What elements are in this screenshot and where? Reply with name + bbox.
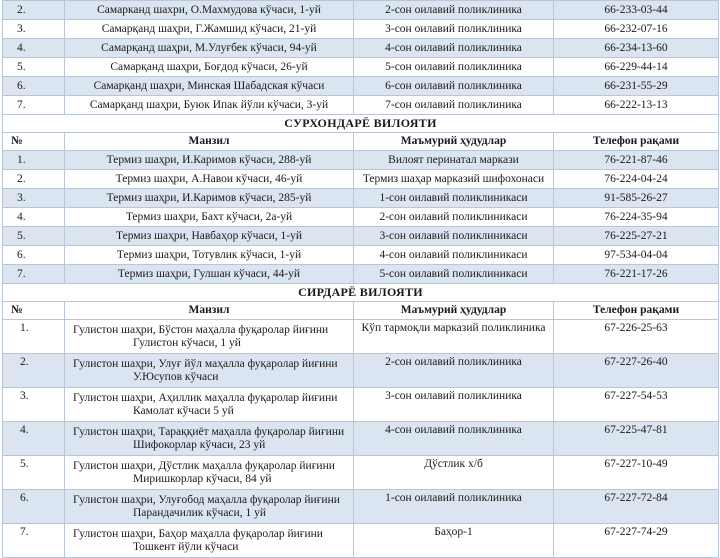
- row-institution: 4-сон оилавий поликлиника: [354, 39, 554, 58]
- header-phone: Телефон рақами: [554, 133, 719, 151]
- row-address-line-2: Гулистон кўчаси, 1 уй: [133, 336, 241, 349]
- row-institution: 4-сон оилавий поликлиникаси: [354, 246, 554, 265]
- column-header-row: [3, 133, 719, 151]
- row-phone: 66-231-55-29: [554, 77, 719, 96]
- clinics-table: [2, 0, 719, 558]
- row-number: 5.: [3, 456, 65, 490]
- table-row: [3, 524, 719, 558]
- row-address: [65, 320, 354, 354]
- region-header-syrdarya: [3, 284, 719, 302]
- table-row: [3, 39, 719, 58]
- row-address-line-1: Гулистон шаҳри, Дўстлик маҳалла фуқаролар йиғини: [73, 459, 335, 472]
- row-phone: 76-221-17-26: [554, 265, 719, 284]
- row-phone: 76-221-87-46: [554, 151, 719, 170]
- row-institution: 3-сон оилавий поликлиника: [354, 388, 554, 422]
- row-address-line-2: Тошкент йўли кўчаси: [133, 540, 239, 553]
- header-phone: Телефон рақами: [554, 302, 719, 320]
- row-phone: 76-225-27-21: [554, 227, 719, 246]
- row-number: 3.: [3, 388, 65, 422]
- table-row: [3, 20, 719, 39]
- row-number: 4.: [3, 208, 65, 227]
- row-address-line-2: Камолат кўчаси 5 уй: [133, 404, 234, 417]
- header-address: Манзил: [65, 133, 354, 151]
- table-row: [3, 151, 719, 170]
- row-phone: 76-224-35-94: [554, 208, 719, 227]
- row-address: [65, 422, 354, 456]
- region-title: СУРХОНДАРЁ ВИЛОЯТИ: [3, 115, 719, 133]
- row-phone: 67-227-54-53: [554, 388, 719, 422]
- row-number: 6.: [3, 490, 65, 524]
- row-address: Термиз шаҳри, И.Каримов кўчаси, 285-уй: [65, 189, 354, 208]
- row-address: [65, 524, 354, 558]
- row-institution: Термиз шаҳар марказий шифохонаси: [354, 170, 554, 189]
- row-phone: 66-233-03-44: [554, 1, 719, 20]
- row-phone: 67-226-25-63: [554, 320, 719, 354]
- row-phone: 67-225-47-81: [554, 422, 719, 456]
- row-phone: 91-585-26-27: [554, 189, 719, 208]
- row-institution: 1-сон оилавий поликлиника: [354, 490, 554, 524]
- row-address: [65, 490, 354, 524]
- row-phone: 67-227-72-84: [554, 490, 719, 524]
- row-number: 6.: [3, 246, 65, 265]
- region-header-surkhandarya: [3, 115, 719, 133]
- row-address-line-2: Шифокорлар кўчаси, 23 уй: [133, 438, 266, 451]
- row-address: Самарқанд шаҳри, Буюк Ипак йўли кўчаси, 3-уй: [65, 96, 354, 115]
- table-row: [3, 227, 719, 246]
- row-institution: Кўп тармоқли марказий поликлиника: [354, 320, 554, 354]
- header-number: №: [3, 302, 65, 320]
- table-row: [3, 77, 719, 96]
- row-phone: 66-234-13-60: [554, 39, 719, 58]
- row-address-line-1: Гулистон шаҳри, Баҳор маҳалла фуқаролар йиғини: [73, 527, 323, 540]
- table-row: [3, 388, 719, 422]
- row-address: Самарқанд шаҳри, М.Улуғбек кўчаси, 94-уй: [65, 39, 354, 58]
- row-address: Самарқанд шаҳри, Г.Жамшид кўчаси, 21-уй: [65, 20, 354, 39]
- row-number: 5.: [3, 58, 65, 77]
- table-row: [3, 96, 719, 115]
- row-number: 5.: [3, 227, 65, 246]
- row-address-line-1: Гулистон шаҳри, Тараққиёт маҳалла фуқаролар йиғини: [73, 425, 345, 438]
- row-number: 4.: [3, 422, 65, 456]
- row-address: Термиз шаҳри, Гулшан кўчаси, 44-уй: [65, 265, 354, 284]
- column-header-row: [3, 302, 719, 320]
- table-row: [3, 490, 719, 524]
- row-number: 7.: [3, 96, 65, 115]
- row-institution: 6-сон оилавий поликлиника: [354, 77, 554, 96]
- row-institution: 2-сон оилавий поликлиника: [354, 1, 554, 20]
- row-institution: 5-сон оилавий поликлиникаси: [354, 265, 554, 284]
- row-number: 4.: [3, 39, 65, 58]
- row-phone: 67-227-10-49: [554, 456, 719, 490]
- table-row: [3, 320, 719, 354]
- row-number: 2.: [3, 170, 65, 189]
- row-address-line-2: Миришкорлар кўчаси, 84 уй: [133, 472, 272, 485]
- row-address: Термиз шаҳри, Бахт кўчаси, 2а-уй: [65, 208, 354, 227]
- row-number: 1.: [3, 151, 65, 170]
- row-institution: 2-сон оилавий поликлиника: [354, 354, 554, 388]
- table-row: [3, 1, 719, 20]
- row-address: [65, 388, 354, 422]
- row-number: 7.: [3, 524, 65, 558]
- row-address: Самарқанд шаҳри, Боғдод кўчаси, 26-уй: [65, 58, 354, 77]
- row-institution: Баҳор-1: [354, 524, 554, 558]
- row-institution: Дўстлик х/б: [354, 456, 554, 490]
- table-row: [3, 58, 719, 77]
- row-institution: 5-сон оилавий поликлиника: [354, 58, 554, 77]
- table-row: [3, 208, 719, 227]
- row-phone: 67-227-74-29: [554, 524, 719, 558]
- table-row: [3, 265, 719, 284]
- row-institution: 7-сон оилавий поликлиника: [354, 96, 554, 115]
- table-row: [3, 456, 719, 490]
- row-address: Самарканд шахри, О.Махмудова кўчаси, 1-уй: [65, 1, 354, 20]
- row-institution: 3-сон оилавий поликлиникаси: [354, 227, 554, 246]
- table-row: [3, 170, 719, 189]
- row-address-line-2: У.Юсупов кўчаси: [133, 370, 219, 383]
- row-phone: 66-229-44-14: [554, 58, 719, 77]
- row-phone: 66-222-13-13: [554, 96, 719, 115]
- row-number: 3.: [3, 20, 65, 39]
- row-number: 2.: [3, 1, 65, 20]
- row-institution: 3-сон оилавий поликлиника: [354, 20, 554, 39]
- row-institution: Вилоят перинатал маркази: [354, 151, 554, 170]
- row-address: Термиз шаҳри, Навбаҳор кўчаси, 1-уй: [65, 227, 354, 246]
- row-address: Самарқанд шаҳри, Минская Шабадская кўчаси: [65, 77, 354, 96]
- clinics-table-body: [3, 1, 719, 558]
- header-address: Манзил: [65, 302, 354, 320]
- row-number: 7.: [3, 265, 65, 284]
- row-address-line-1: Гулистон шаҳри, Улуғ йўл маҳалла фуқаролар йиғини: [73, 357, 338, 370]
- row-address: Термиз шаҳри, А.Навои кўчаси, 46-уй: [65, 170, 354, 189]
- row-phone: 66-232-07-16: [554, 20, 719, 39]
- row-phone: 67-227-26-40: [554, 354, 719, 388]
- header-number: №: [3, 133, 65, 151]
- header-institution: Маъмурий ҳудудлар: [354, 133, 554, 151]
- row-address: [65, 354, 354, 388]
- table-row: [3, 246, 719, 265]
- header-institution: Маъмурий ҳудудлар: [354, 302, 554, 320]
- row-address: Термиз шаҳри, Тотувлик кўчаси, 1-уй: [65, 246, 354, 265]
- region-title: СИРДАРЁ ВИЛОЯТИ: [3, 284, 719, 302]
- row-number: 1.: [3, 320, 65, 354]
- row-address: [65, 456, 354, 490]
- row-address-line-1: Гулистон шаҳри, Бўстон маҳалла фуқаролар йиғини: [73, 323, 329, 336]
- row-number: 2.: [3, 354, 65, 388]
- row-address: Термиз шаҳри, И.Каримов кўчаси, 288-уй: [65, 151, 354, 170]
- row-number: 6.: [3, 77, 65, 96]
- row-institution: 1-сон оилавий поликлиникаси: [354, 189, 554, 208]
- table-row: [3, 354, 719, 388]
- row-address-line-1: Гулистон шаҳри, Аҳиллик маҳалла фуқаролар йиғини: [73, 391, 338, 404]
- row-phone: 76-224-04-24: [554, 170, 719, 189]
- row-institution: 2-сон оилавий поликлиникаси: [354, 208, 554, 227]
- row-address-line-1: Гулистон шаҳри, Улуғобод маҳалла фуқаролар йиғини: [73, 493, 340, 506]
- row-institution: 4-сон оилавий поликлиника: [354, 422, 554, 456]
- table-row: [3, 422, 719, 456]
- row-number: 3.: [3, 189, 65, 208]
- row-address-line-2: Парандачилик кўчаси, 1 уй: [133, 506, 266, 519]
- row-phone: 97-534-04-04: [554, 246, 719, 265]
- table-row: [3, 189, 719, 208]
